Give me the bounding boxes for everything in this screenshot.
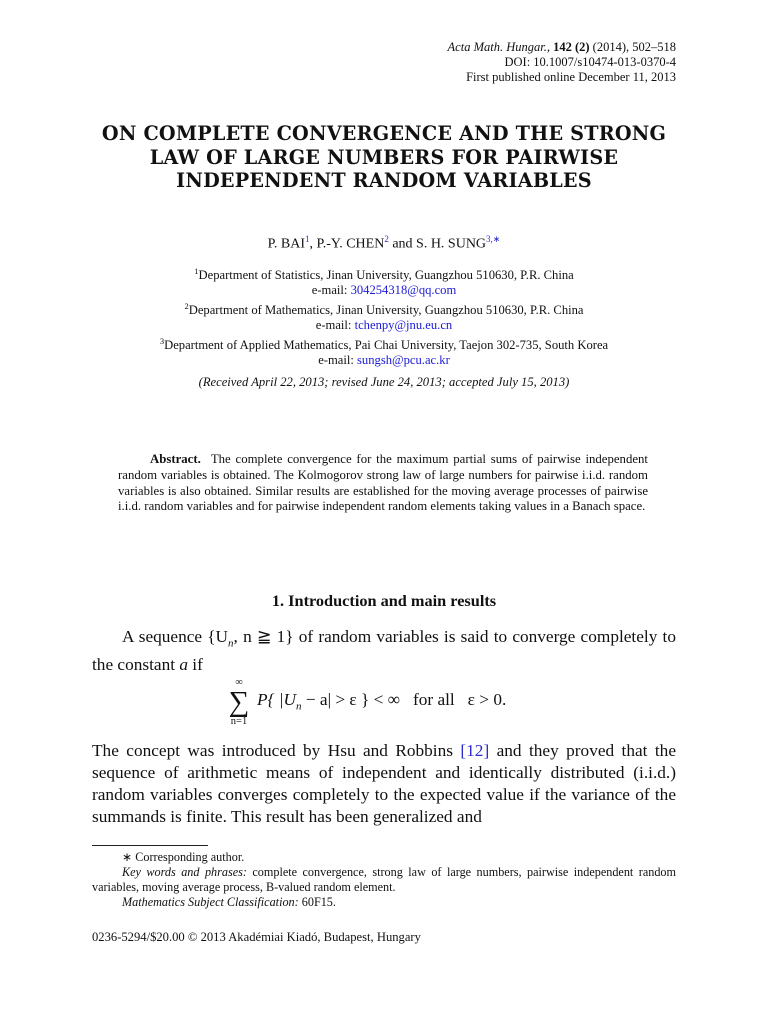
msc-label: Mathematics Subject Classification: bbox=[122, 895, 299, 909]
paper-title: ON COMPLETE CONVERGENCE AND THE STRONG LAW OF LARGE NUMBERS FOR PAIRWISE INDEPENDENT RANDOM VARIABLES bbox=[101, 122, 667, 192]
author-mark[interactable]: 1 bbox=[305, 234, 310, 244]
author-list bbox=[92, 234, 676, 253]
equation-text: P{ |U bbox=[257, 690, 297, 709]
summation bbox=[225, 678, 253, 728]
email-label: e-mail: bbox=[311, 283, 348, 298]
math-constant: a bbox=[179, 655, 188, 675]
affiliation-text: Department of Applied Mathematics, Pai Chai University, Taejon 302-735, South Korea bbox=[164, 338, 609, 353]
keywords-label: Key words and phrases: bbox=[122, 865, 247, 879]
abstract bbox=[118, 452, 648, 515]
journal-pages: (2014), 502–518 bbox=[592, 40, 676, 54]
journal-name: Acta Math. Hungar., bbox=[447, 40, 550, 54]
footnotes bbox=[92, 850, 676, 910]
abstract-text: The complete convergence for the maximum partial sums of pairwise independent random variables is obtained. The Kolmogorov strong law of large numbers for pairwise i.i.d. random variables is also obtained. Similar results are established for the moving average processes of pairwise i.i.d. random variables and for pairwise independent random elements taking values in a Banach space. bbox=[118, 452, 648, 514]
math-subscript: n bbox=[296, 700, 302, 713]
section-heading: 1. Introduction and main results bbox=[271, 591, 497, 610]
journal-header bbox=[448, 40, 676, 85]
intro-paragraph-1 bbox=[92, 626, 676, 676]
display-equation bbox=[225, 678, 585, 732]
affiliation-text: Department of Mathematics, Jinan University, Guangzhou 510630, P.R. China bbox=[188, 303, 584, 318]
keywords-text: complete convergence, strong law of large numbers, pairwise independent random variables, moving average process, B-valued random element. bbox=[92, 865, 677, 894]
affiliation-mark: 2 bbox=[184, 301, 189, 311]
doi: DOI: 10.1007/s10474-013-0370-4 bbox=[504, 55, 676, 69]
journal-volume: 142 (2) bbox=[553, 40, 590, 54]
author-separator: , bbox=[309, 236, 317, 252]
affiliation-2 bbox=[92, 299, 676, 333]
sum-upper-limit: ∞ bbox=[235, 677, 243, 688]
author-name: P.-Y. CHEN bbox=[316, 236, 385, 252]
sum-symbol: ∑ bbox=[228, 686, 250, 718]
author-mark[interactable]: 3,∗ bbox=[486, 234, 501, 244]
email-link[interactable]: tchenpy@jnu.eu.cn bbox=[354, 318, 453, 333]
msc-text: 60F15. bbox=[301, 895, 336, 909]
sum-lower-limit: n=1 bbox=[230, 716, 248, 727]
citation-link[interactable]: [12] bbox=[460, 741, 490, 760]
intro-paragraph-2 bbox=[92, 740, 676, 828]
affiliation-mark: 1 bbox=[194, 266, 199, 276]
copyright: 0236-5294/$20.00 © 2013 Akadémiai Kiadó, Budapest, Hungary bbox=[92, 930, 421, 944]
received-dates: (Received April 22, 2013; revised June 24, 2013; accepted July 15, 2013) bbox=[198, 375, 570, 389]
author-mark[interactable]: 2 bbox=[384, 234, 389, 244]
author-name: S. H. SUNG bbox=[416, 236, 487, 252]
affiliation-3 bbox=[92, 334, 676, 368]
affiliation-text: Department of Statistics, Jinan University, Guangzhou 510630, P.R. China bbox=[198, 268, 574, 283]
affiliation-mark: 3 bbox=[159, 336, 165, 346]
email-link[interactable]: 304254318@qq.com bbox=[350, 283, 457, 298]
abstract-label: Abstract. bbox=[150, 452, 201, 466]
footnote-corresponding: ∗ Corresponding author. bbox=[122, 850, 245, 864]
author-name: P. BAI bbox=[267, 236, 305, 252]
email-link[interactable]: sungsh@pcu.ac.kr bbox=[357, 353, 450, 368]
author-separator: and bbox=[388, 236, 417, 252]
published-date: First published online December 11, 2013 bbox=[466, 70, 676, 84]
paragraph-text: , n ≧ 1} of random variables is said to converge completely to the constant bbox=[92, 627, 676, 675]
email-label: e-mail: bbox=[318, 353, 354, 368]
paragraph-text: if bbox=[187, 655, 203, 675]
math-subscript: n bbox=[228, 637, 234, 650]
paragraph-text: The concept was introduced by Hsu and Robbins bbox=[92, 741, 461, 760]
affiliation-1 bbox=[92, 264, 676, 298]
email-label: e-mail: bbox=[315, 318, 352, 333]
footnote-divider bbox=[92, 845, 208, 846]
paragraph-text: and they proved that the sequence of arithmetic means of independent and identically distributed (i.i.d.) random variables converges completely to the expected value if the variance of the summands is finite. This result has been generalized and bbox=[92, 741, 676, 826]
equation-body bbox=[257, 690, 506, 712]
paragraph-text: A sequence {U bbox=[122, 627, 229, 646]
equation-text: − a| > ε } < ∞ for all ε > 0. bbox=[301, 690, 507, 709]
footnote-msc bbox=[92, 895, 676, 910]
footnote-keywords bbox=[92, 865, 676, 895]
